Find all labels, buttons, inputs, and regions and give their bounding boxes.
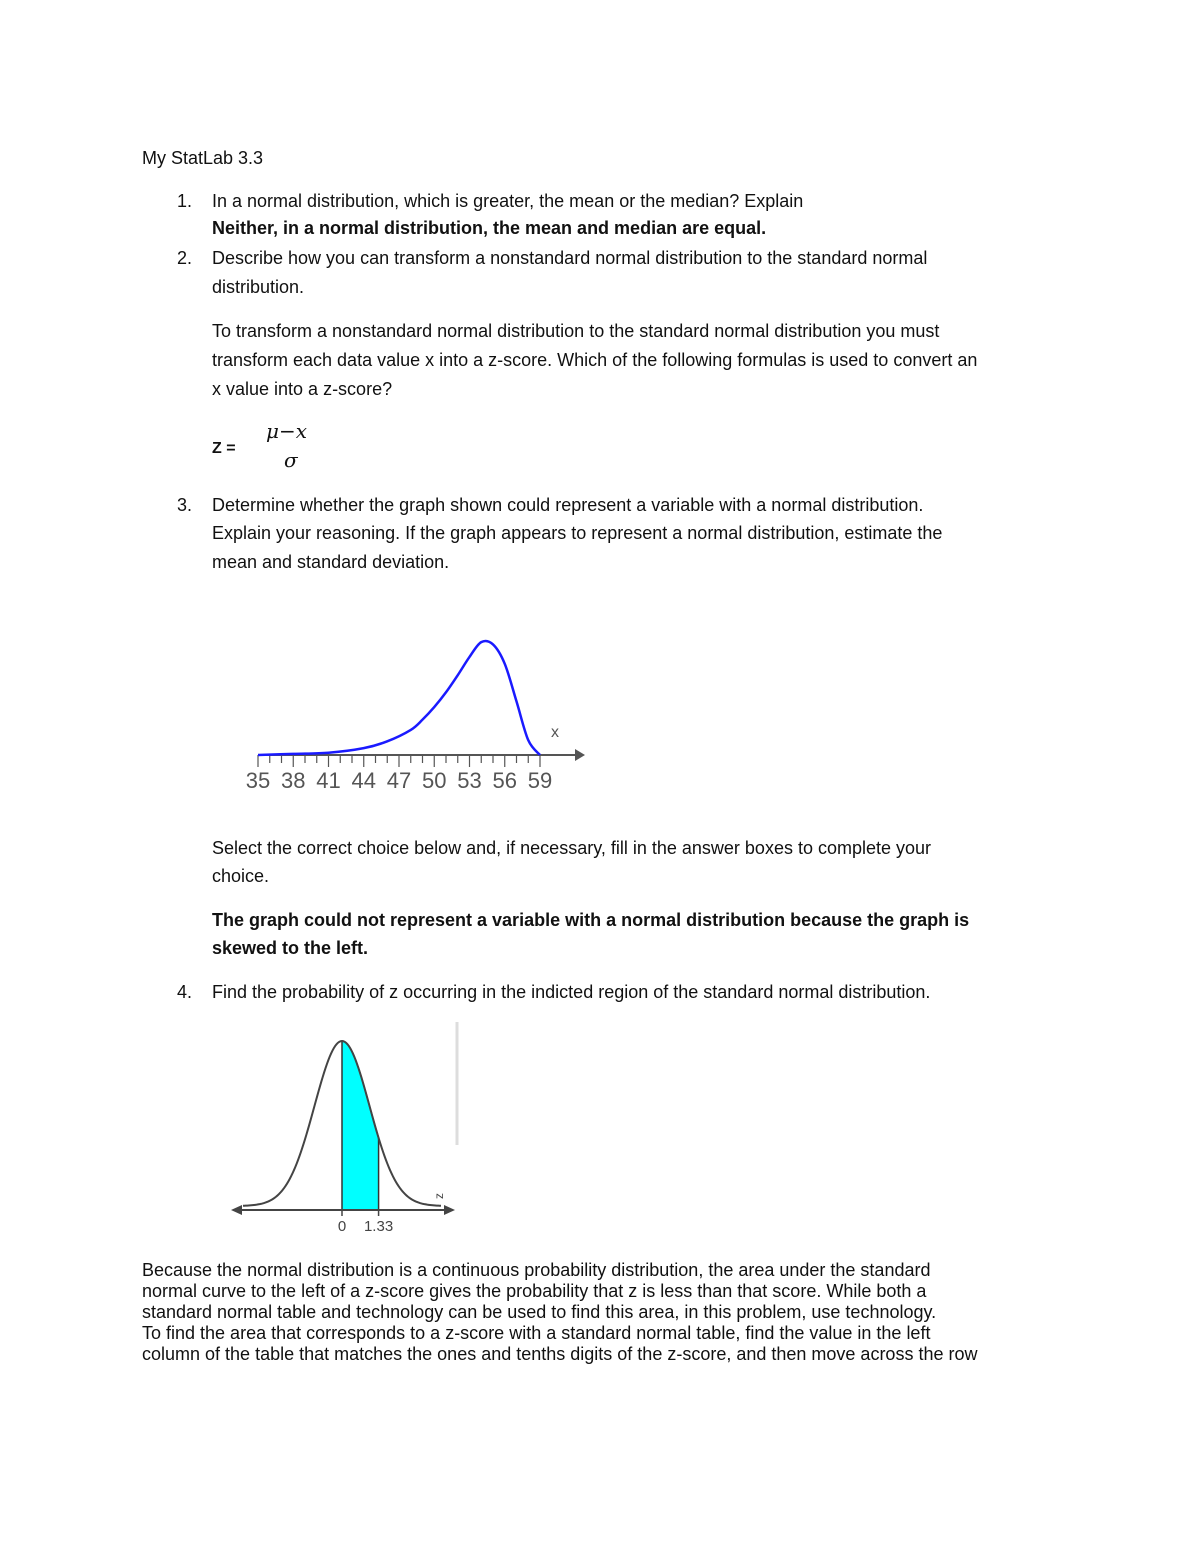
- q3-select-line1: Select the correct choice below and, if necessary, fill in the answer boxes to complete your: [212, 838, 932, 858]
- skew-tick-label: 59: [527, 768, 553, 793]
- q1-number: 1.: [177, 191, 193, 211]
- q3-answer-line1: The graph could not represent a variable with a normal distribution because the graph is: [212, 910, 970, 930]
- skew-tick-label: 56: [492, 768, 517, 793]
- skew-tick-label: 50: [422, 768, 447, 793]
- q2-question-line1: Describe how you can transform a nonstandard normal distribution to the standard normal: [212, 248, 928, 268]
- explanation-paragraph: [142, 1260, 1062, 1365]
- norm-axis-right-arrow: [444, 1205, 455, 1215]
- q2-body-line3: x value into a z-score?: [212, 379, 393, 399]
- skew-tick-label: 44: [351, 768, 376, 793]
- q3-line1: Determine whether the graph shown could represent a variable with a normal distribution.: [212, 495, 924, 515]
- norm-tick-label: 1.33: [363, 1218, 394, 1235]
- q2-body-line2: transform each data value x into a z-score. Which of the following formulas is used to convert an: [212, 350, 978, 370]
- skewed-distribution-chart: [240, 625, 600, 805]
- norm-tick-label: 0: [337, 1218, 347, 1235]
- q2-number: 2.: [177, 248, 193, 268]
- explanation-line1: Because the normal distribution is a continuous probability distribution, the area under the standard: [142, 1260, 931, 1280]
- skew-tick-label: 35: [245, 768, 271, 793]
- explanation-line4: To find the area that corresponds to a z-score with a standard normal table, find the value in the left: [142, 1323, 931, 1343]
- norm-z-label: z: [432, 1193, 446, 1199]
- q3-line2: Explain your reasoning. If the graph appears to represent a normal distribution, estimate the: [212, 523, 943, 543]
- q2-body-line1: To transform a nonstandard normal distribution to the standard normal distribution you must: [212, 321, 940, 341]
- formula-numerator: μ−x: [266, 419, 308, 443]
- q3-select-line2: choice.: [212, 866, 270, 886]
- standard-normal-chart: [225, 1020, 465, 1240]
- formula-denominator: σ: [284, 448, 298, 472]
- q3-answer-line2: skewed to the left.: [212, 938, 369, 958]
- skew-tick-label: 47: [386, 768, 412, 793]
- q1-answer: Neither, in a normal distribution, the mean and median are equal.: [212, 218, 767, 238]
- skew-x-axis-arrow: [575, 749, 585, 761]
- doc-title: My StatLab 3.3: [142, 148, 264, 168]
- q4-line1: Find the probability of z occurring in the indicted region of the standard normal distribution.: [212, 982, 931, 1002]
- explanation-line5: column of the table that matches the ones and tenths digits of the z-score, and then move across the row: [142, 1344, 978, 1364]
- skew-x-label: x: [551, 724, 559, 741]
- skew-tick-label: 53: [457, 768, 482, 793]
- norm-axis-left-arrow: [231, 1205, 242, 1215]
- q4-number: 4.: [177, 982, 193, 1002]
- q2-question-line2: distribution.: [212, 277, 305, 297]
- explanation-line2: normal curve to the left of a z-score gives the probability that z is less than that score. While both a: [142, 1281, 927, 1301]
- skew-tick-label: 38: [281, 768, 306, 793]
- skew-curve: [258, 641, 540, 755]
- q3-number: 3.: [177, 495, 193, 515]
- explanation-line3: standard normal table and technology can be used to find this area, in this problem, use technology.: [142, 1302, 937, 1322]
- formula-lhs: Z =: [212, 440, 236, 457]
- q1-question: In a normal distribution, which is greater, the mean or the median? Explain: [212, 191, 804, 211]
- shaded-region: [342, 1041, 379, 1210]
- skew-tick-label: 41: [316, 768, 341, 793]
- q3-line3: mean and standard deviation.: [212, 552, 450, 572]
